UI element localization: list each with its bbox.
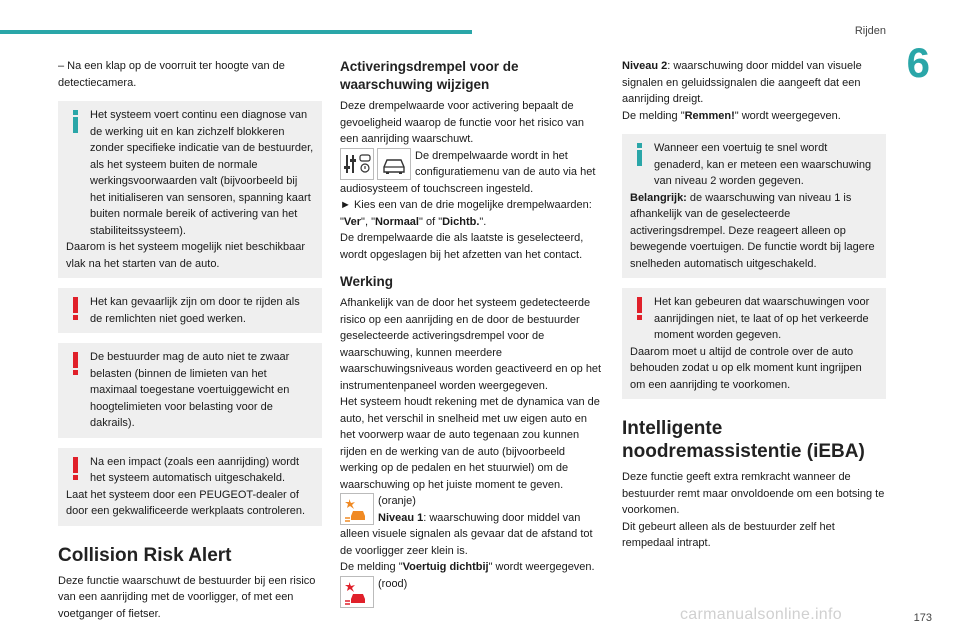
collision-alert-orange-icon: [340, 493, 374, 525]
chapter-number: 6: [906, 39, 930, 86]
section-heading-ieba: Intelligente noodremassistentie (iEBA): [622, 418, 865, 462]
threshold-config-text: De drempelwaarde wordt in het configuratiemenu van de auto via het audiosysteem of touchscreen ingesteld.: [340, 149, 596, 195]
warning-text: Het kan gebeuren dat waarschuwingen voor aanrijdingen niet, te laat of op het verkeerde moment worden gegeven.: [654, 296, 870, 341]
threshold-intro: Deze drempelwaarde voor activering bepaalt de gevoeligheid waarop de functie voor het risico van een aanrijding waarschuwt.: [340, 100, 584, 145]
warning-text-2: Laat het systeem door een PEUGEOT-dealer of door een gekwalificeerde werkplaats controleren.: [66, 488, 306, 517]
option-normal: Normaal: [374, 215, 419, 228]
operation-p1: Afhankelijk van de door het systeem gedetecteerde risico op een aanrijding en de door de bestuurder geselecteerde activeringsdrempel voor de waarschuwing, kunnen meerdere waarschuwingsniveaus worden geactiveerd en op het instrumentenpaneel worden weergegeven.: [340, 297, 602, 392]
level2-icon-row: [340, 576, 604, 593]
level1-message: De melding "Voertuig dichtbij" wordt weergegeven.: [340, 561, 595, 573]
warning-icon: [70, 457, 84, 481]
warning-icon: [634, 297, 648, 321]
top-accent-bar: [0, 30, 472, 34]
ieba-p1: Deze functie geeft extra remkracht wanneer de bestuurder remt maar onvoldoende om een botsing te voorkomen.: [622, 471, 885, 516]
warning-text: Na een impact (zoals een aanrijding) wordt het systeem automatisch uitgeschakeld.: [90, 455, 300, 484]
intro-text: – Na een klap op de voorruit ter hoogte van de detectiecamera.: [58, 60, 285, 89]
red-label: (rood): [378, 577, 408, 590]
info-box-level2: [622, 134, 886, 278]
info-text: Het systeem voert continu een diagnose van de werking uit en kan zichzelf blokkeren zonder specifieke indicatie van de bestuurder, als het systeem buiten de normale werkingsvoorwaarden valt (bijvoorbeeld bij het initialiseren van sensoren, spanning kaart buiten normale bereik of activering van het stabiliteitssysteem).: [90, 109, 314, 237]
column-middle: [340, 58, 604, 608]
warning-icon: [70, 352, 84, 376]
option-far: Ver: [343, 215, 362, 228]
ieba-p2: Dit gebeurt alleen als de bestuurder zelf het rempedaal intrapt.: [622, 520, 835, 549]
orange-label: (oranje): [378, 495, 416, 507]
level2-message: De melding "Remmen!" wordt weergegeven.: [622, 109, 841, 122]
warning-text: De bestuurder mag de auto niet te zwaar belasten (binnen de limieten van het maximaal toegestane voertuiggewicht en hoogtelimieten voor belasting voor de dakrails).: [90, 351, 290, 429]
info-text: Wanneer een voertuig te snel wordt genaderd, kan er meteen een waarschuwing van niveau 2 worden gegeven.: [654, 142, 872, 187]
column-left: [58, 58, 322, 622]
warning-text: Het kan gevaarlijk zijn om door te rijden als de remlichten niet goed werken.: [90, 296, 300, 325]
warning-icon: [70, 297, 84, 321]
warning-box-load: [58, 343, 322, 438]
watermark: carmanualsonline.info: [680, 606, 842, 623]
info-important: Belangrijk: de waarschuwing van niveau 1 is afhankelijk van de geselecteerde activeringsdrempel. Deze reageert alleen op bewegende voertuigen. De functie wordt bij lagere snelheden automatisch uitgeschakeld.: [630, 191, 875, 270]
collision-alert-red-icon: [340, 576, 374, 608]
warning-text-2: Daarom moet u altijd de controle over de auto behouden zodat u op elk moment kunt ingrijpen om een aanrijding te voorkomen.: [630, 345, 862, 391]
section-title: Rijden: [854, 25, 886, 37]
section-heading-collision-risk: Collision Risk Alert: [58, 544, 232, 566]
config-settings-icon: [340, 148, 374, 180]
level1-text: Niveau 1: waarschuwing door middel van alleen visuele signalen als gevaar dat de afstand tot de voorligger zeer klein is.: [340, 511, 593, 557]
info-box-diagnosis: [58, 101, 322, 278]
warning-box-timing: [622, 288, 886, 399]
level1-row: [340, 493, 604, 559]
info-icon: [634, 143, 648, 167]
column-right: [622, 58, 886, 552]
subheading-operation: Werking: [340, 274, 394, 289]
collision-risk-body: Deze functie waarschuwt de bestuurder bij een risico van een aanrijding met de voorligger, of met een voetganger of fietser.: [58, 574, 316, 620]
info-text-2: Daarom is het systeem mogelijk niet beschikbaar vlak na het starten van de auto.: [66, 241, 306, 270]
level2-text: Niveau 2: waarschuwing door middel van visuele signalen en geluidssignalen die aangeeft dat een aanrijding dreigt.: [622, 60, 862, 105]
config-icons-row: [340, 148, 604, 198]
operation-p2: Het systeem houdt rekening met de dynamica van de auto, het verschil in snelheid met uw eigen auto en het voorwerp waar de auto tegenaan zou kunnen rijden en de werking van de auto (bijvoorbeeld werking op de pedalen en het stuurwiel) om de waarschuwing op het juiste moment te geven.: [340, 396, 600, 491]
car-icon: [377, 148, 411, 180]
threshold-choose: ► Kies een van de drie mogelijke drempelwaarden: "Ver", "Normaal" of "Dichtb.".: [340, 199, 592, 228]
warning-box-impact: [58, 448, 322, 526]
info-icon: [70, 110, 84, 134]
threshold-saved: De drempelwaarde die als laatste is geselecteerd, wordt opgeslagen bij het afzetten van het contact.: [340, 232, 584, 261]
page-number: 173: [913, 612, 932, 624]
option-close: Dichtb.: [442, 215, 480, 228]
subheading-threshold: Activeringsdrempel voor de waarschuwing wijzigen: [340, 59, 519, 92]
warning-box-brakelights: [58, 288, 322, 333]
